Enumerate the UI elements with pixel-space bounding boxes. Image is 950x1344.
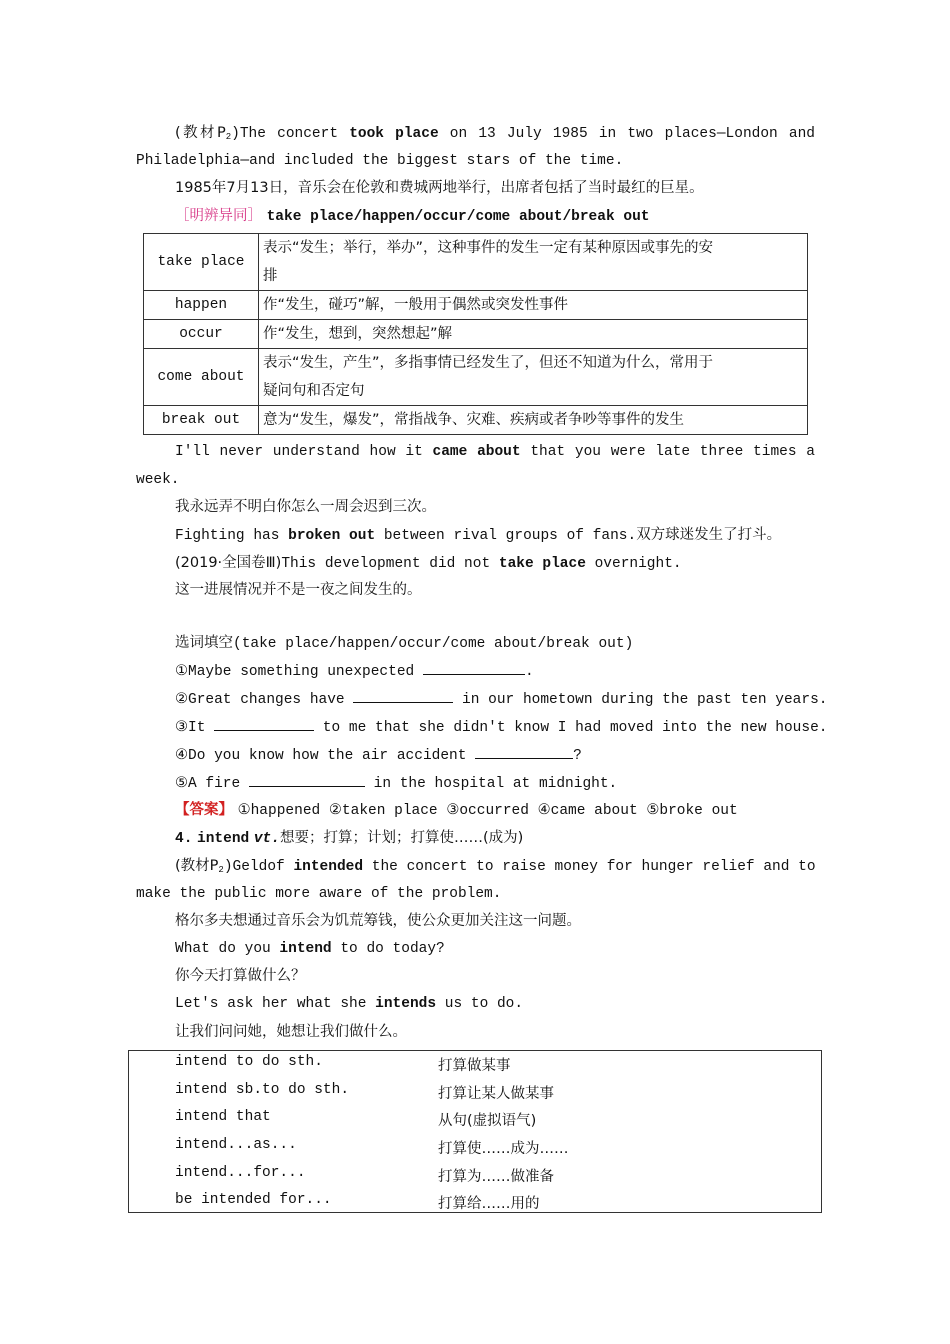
desc-cell: 意为“发生，爆发”，常指战争、灾难、疾病或者争吵等事件的发生	[259, 406, 808, 435]
intend-example-2-translation: 你今天打算做什么？	[175, 968, 306, 984]
intend-example-2: What do you intend to do today?	[175, 941, 445, 957]
answer-blank	[249, 772, 365, 787]
answer-blank	[214, 716, 314, 731]
desc-cell: 表示“发生；举行，举办”，这种事件的发生一定有某种原因或事先的安 排	[259, 234, 808, 291]
textbook-example-line1: (教材$P_2)The$ concert took place on 13 July 1985 in two places—London and	[175, 125, 816, 142]
desc-cell: 作“发生，想到，突然想起”解	[259, 320, 808, 349]
exercise-item-4: ④Do you know how the air accident ?	[175, 744, 582, 767]
example-broken-out: Fighting has broken out between rival groups of fans.双方球迷发生了打斗。	[175, 527, 782, 544]
term-cell: break out	[144, 406, 259, 435]
exercise-item-3: ③It to me that she didn't know I had moved into the new house.	[175, 716, 828, 739]
table-row	[144, 406, 808, 435]
answer-blank	[475, 744, 573, 759]
answer-text: ①happened ②taken place ③occurred ④came about ⑤broke out	[237, 803, 738, 819]
exercise-item-5: ⑤A fire in the hospital at midnight.	[175, 772, 617, 795]
table-row	[144, 349, 808, 406]
textbook-example-line2: Philadelphia—and included the biggest stars of the time.	[136, 153, 624, 169]
intend-example-line2: make the public more aware of the problem.	[136, 886, 502, 902]
term-cell: come about	[144, 349, 259, 406]
exercise-item-1: ①Maybe something unexpected .	[175, 660, 534, 683]
term-cell: happen	[144, 291, 259, 320]
intend-patterns-box: intend to do sth. 打算做某事 intend sb.to do sth. 打算让某人做某事 intend that 从句(虚拟语气) intend...as... 打算使……成为…… intend...for... 打算为……做准备 be intended for... 打算给……用的	[128, 1050, 822, 1213]
answer-blank	[423, 660, 525, 675]
desc-cell: 表示“发生，产生”，多指事情已经发生了，但还不知道为什么，常用于 疑问句和否定句	[259, 349, 808, 406]
compare-title: take place/happen/occur/come about/break out	[266, 209, 650, 225]
intend-example-translation: 格尔多夫想通过音乐会为饥荒筹钱，使公众更加关注这一问题。	[175, 913, 581, 929]
intend-example-3: Let's ask her what she intends us to do.	[175, 996, 524, 1012]
intend-heading: 4. intend vt.想要；打算；计划；打算使……(成为)	[175, 830, 524, 847]
term-cell: take place	[144, 234, 259, 291]
intend-example-line1: (教材$P_2)Geldof$ intended the concert to raise money for hunger relief and to	[175, 858, 816, 875]
example-came-about-line1: I'll never understand how it came about that you were late three times a	[175, 444, 816, 460]
answer-label: 【答案】	[175, 802, 233, 818]
table-row	[144, 234, 808, 291]
example-came-about-translation: 我永远弄不明白你怎么一周会迟到三次。	[175, 499, 436, 515]
example-take-place-translation: 这一进展情况并不是一夜之间发生的。	[175, 582, 422, 598]
example-came-about-line2: week.	[136, 472, 180, 488]
compare-label: ［明辨异同］	[175, 208, 262, 224]
exercise-item-2: ②Great changes have in our hometown during the past ten years.	[175, 688, 828, 711]
example-take-place: (2019·全国卷Ⅲ)This development did not take place overnight.	[175, 555, 682, 572]
answer-blank	[353, 688, 453, 703]
textbook-example-translation: 1985年7月13日，音乐会在伦敦和费城两地举行，出席者包括了当时最红的巨星。	[175, 180, 704, 196]
compare-table	[143, 233, 808, 435]
answer-line	[175, 799, 738, 822]
compare-header	[175, 205, 649, 228]
table-row	[144, 320, 808, 349]
intend-example-3-translation: 让我们问问她，她想让我们做什么。	[175, 1024, 407, 1040]
term-cell: occur	[144, 320, 259, 349]
desc-cell: 作“发生，碰巧”解，一般用于偶然或突发性事件	[259, 291, 808, 320]
exercise-title: 选词填空(take place/happen/occur/come about/break out)	[175, 635, 634, 652]
table-row	[144, 291, 808, 320]
